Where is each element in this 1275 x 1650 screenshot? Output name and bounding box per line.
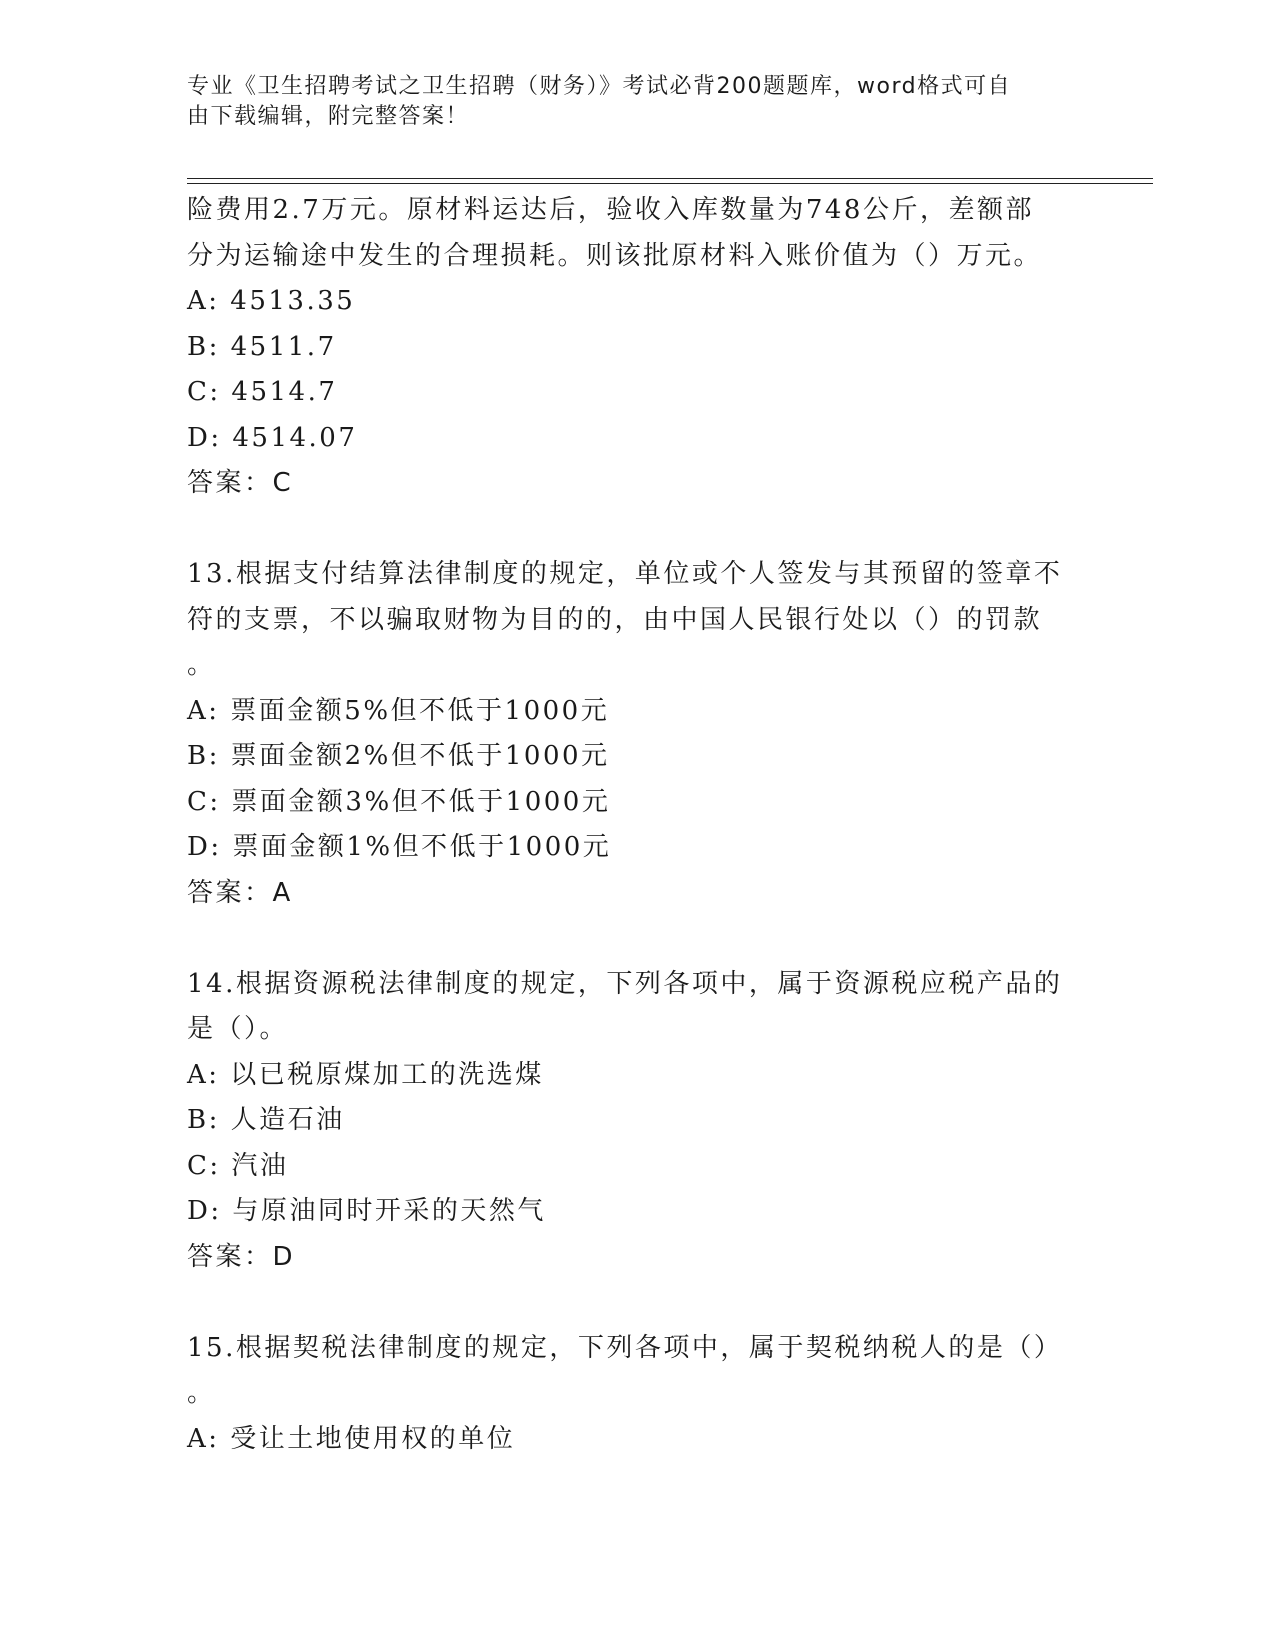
header-line-2: 由下载编辑，附完整答案！ xyxy=(187,104,470,129)
question-15 xyxy=(187,1326,1087,1463)
spacer xyxy=(187,1280,1087,1326)
question-13 xyxy=(187,552,1087,916)
question-text-line: 14.根据资源税法律制度的规定，下列各项中，属于资源税应税产品的 xyxy=(187,968,1063,999)
option-b: B: 4511.7 xyxy=(187,331,337,362)
question-text-line: 13.根据支付结算法律制度的规定，单位或个人签发与其预留的签章不 xyxy=(187,559,1063,589)
option-d: D: 票面金额1%但不低于1000元 xyxy=(187,832,612,862)
document-header xyxy=(187,72,1067,132)
question-text-line: 是（）。 xyxy=(187,1014,289,1044)
option-d: D: 与原油同时开采的天然气 xyxy=(187,1196,546,1226)
option-a: A: 4513.35 xyxy=(187,286,356,316)
answer-line: 答案：A xyxy=(187,877,293,908)
option-a: A: 受让土地使用权的单位 xyxy=(187,1423,516,1454)
question-text-line: 符的支票，不以骗取财物为目的的，由中国人民银行处以（）的罚款 xyxy=(187,604,1043,635)
question-text-line: 险费用2.7万元。原材料运达后，验收入库数量为748公斤，差额部 xyxy=(187,195,1034,225)
option-a: A: 票面金额5%但不低于1000元 xyxy=(187,695,610,726)
question-text-line: 15.根据契税法律制度的规定，下列各项中，属于契税纳税人的是（） xyxy=(187,1332,1063,1363)
answer-line: 答案：C xyxy=(187,468,294,498)
option-a: A: 以已税原煤加工的洗选煤 xyxy=(187,1059,544,1090)
option-c: C: 汽油 xyxy=(187,1150,289,1181)
option-c: C: 4514.7 xyxy=(187,377,338,407)
option-d: D: 4514.07 xyxy=(187,422,358,453)
option-c: C: 票面金额3%但不低于1000元 xyxy=(187,786,611,817)
question-14 xyxy=(187,962,1087,1281)
spacer xyxy=(187,507,1087,553)
question-text-line: 分为运输途中发生的合理损耗。则该批原材料入账价值为（）万元。 xyxy=(187,240,1043,271)
header-divider-bottom xyxy=(187,183,1153,184)
question-content xyxy=(187,188,1087,1462)
header-line-1: 专业《卫生招聘考试之卫生招聘（财务）》考试必背200题题库，word格式可自 xyxy=(187,74,1012,99)
question-12 xyxy=(187,188,1087,507)
spacer xyxy=(187,916,1087,962)
option-b: B: 票面金额2%但不低于1000元 xyxy=(187,741,610,771)
question-text-line: 。 xyxy=(187,650,216,680)
question-text-line: 。 xyxy=(187,1378,216,1408)
option-b: B: 人造石油 xyxy=(187,1105,345,1135)
answer-line: 答案：D xyxy=(187,1241,296,1272)
header-divider-top xyxy=(187,178,1153,179)
